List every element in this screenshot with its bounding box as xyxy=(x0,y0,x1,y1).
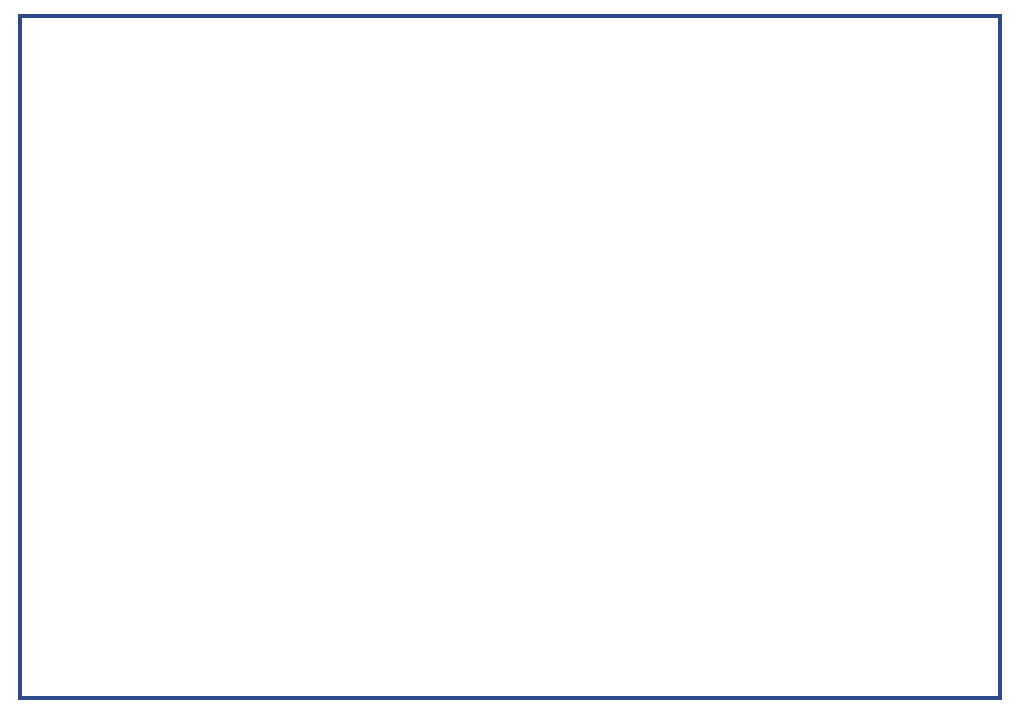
page-frame xyxy=(18,14,1002,700)
